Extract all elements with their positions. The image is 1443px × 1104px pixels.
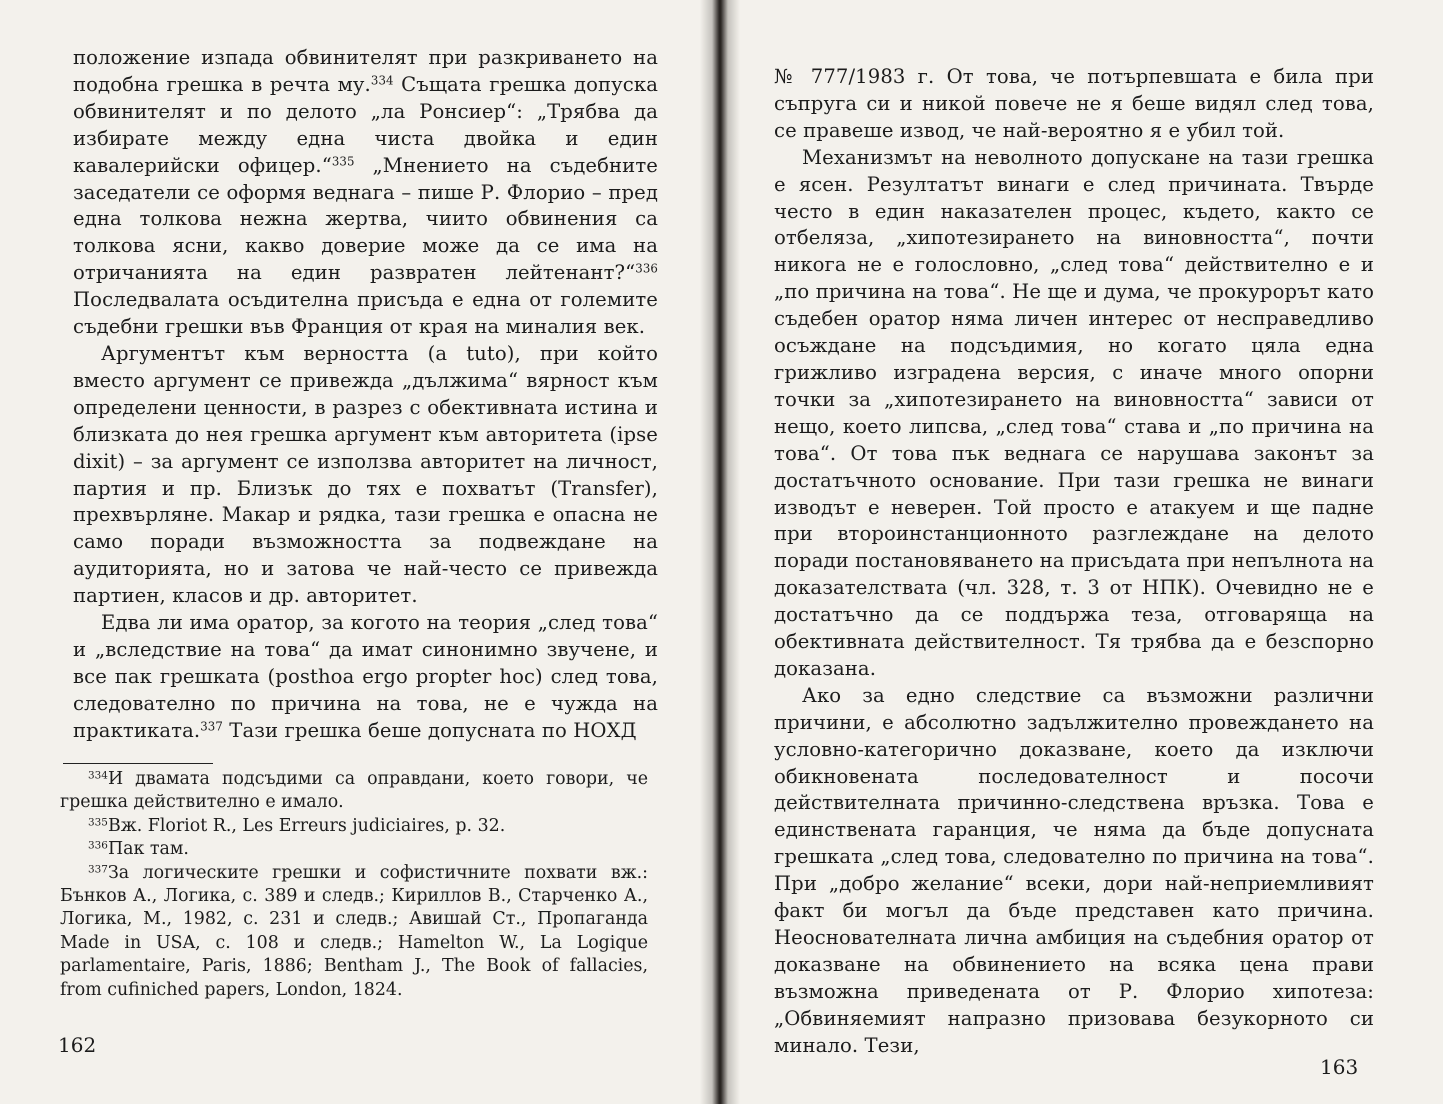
book-gutter: [700, 0, 740, 1104]
footnote: [60, 838, 648, 861]
text-segment: Последвалата осъдителна присъда е една от големите съдебни грешки във Франция от края на миналия век.: [73, 288, 658, 339]
text-segment: „Мнението на съдебните заседатели се оформя веднага – пише Р. Флорио – пред една толкова нежна жертва, чиито обвинения са толкова ясни, какво доверие може да се има на отричанията на един развратен лейтенант?“: [73, 153, 658, 285]
footnote: [60, 815, 648, 838]
text-segment: положение изпада обвинителят при разкриването на подобна грешка в речта му.: [73, 46, 658, 96]
right-page-body: [774, 64, 1374, 1060]
paragraph: [73, 45, 658, 341]
paragraph: [73, 341, 658, 610]
paragraph: [774, 145, 1374, 683]
text-segment: Тази грешка беше допусната по НОХД: [222, 718, 637, 742]
footnote-text: Пак там.: [107, 839, 189, 860]
text-segment: Аргументът към верността (a tuto), при който вместо аргумент се привежда „дължима“ вярност към определени ценности, в разрез с обективната истина и близката до нея грешка аргумент към авторитета (ipse dixit) – за аргумент се използва авторитет на личност, партия и пр. Близък до тях е похватът (Transfer), прехвърляне. Макар и рядка, тази грешка е опасна не само поради възможността за подвеждане на аудиторията, но и затова че най-често се привежда партиен, класов и др. авторитет.: [73, 341, 658, 608]
footnote-ref: 335: [331, 154, 355, 169]
paragraph: [774, 683, 1374, 1060]
left-page: [0, 0, 716, 1104]
footnote-number: 337: [88, 862, 108, 875]
paragraph: [73, 610, 658, 745]
paragraph: [774, 64, 1374, 145]
footnote-text: И двамата подсъдими са оправдани, което говори, че грешка действително е имало.: [60, 769, 648, 813]
text-segment: № 777/1983 г. От това, че потърпевшата е била при съпруга си и никой повече не я беше видял след това, се правеше извод, че най-вероятно я е убил той.: [774, 65, 1374, 142]
footnote-divider: [63, 763, 213, 764]
footnote-number: 335: [88, 816, 108, 829]
footnote-text: Вж. Floriot R., Les Erreurs judiciaires, p. 32.: [107, 815, 506, 836]
text-segment: Едва ли има оратор, за когото на теория „след това“ и „вследствие на това“ да имат синонимно звучене, и все пак грешката (posthoa ergo propter hoc) след това, следователно по причина на това, не е чужда на практиката.: [73, 611, 658, 742]
footnote-number: 336: [88, 839, 108, 852]
footnote-ref: 334: [370, 73, 394, 88]
page-number: 162: [58, 1033, 97, 1057]
footnote: [60, 768, 648, 815]
footnote-number: 334: [88, 769, 108, 782]
text-segment: Ако за едно следствие са възможни различни причини, е абсолютно задължително провеждането на условно-категорично доказване, което да изключи обикновената последователност и посочи действителната причинно-следствена връзка. Това е единствената гаранция, че няма да бъде допусната грешката „след това, следователно по причина на това“. При „добро желание“ всеки, дори най-неприемливият факт би могъл да бъде представен като причина. Неоснователната лична амбиция на съдебния оратор от доказване на обвинението на всяка цена прави възможна приведената от Р. Флорио хипотеза: „Обвиняемият напразно призовава безукорното си минало. Тези,: [774, 683, 1374, 1057]
text-segment: Същата грешка допуска обвинителят и по делото „ла Ронсиер“: „Трябва да избирате между една чиста двойка и един кавалерийски офицер.“: [73, 72, 658, 177]
footnote-text: За логическите грешки и софистичните похвати вж.: Бънков А., Логика, с. 389 и следв.; Кириллов В., Старченко А., Логика, М., 1982, с. 231 и следв.; Авишай Ст., Пропаганда Made in USA, с. 108 и следв.; Hamelton W., La Logique parlamentaire, Paris, 1886; Bentham J., The Book of fallacies, from cufiniched papers, London, 1824.: [60, 862, 648, 1000]
footnote-ref: 337: [200, 719, 223, 734]
page-number: 163: [1320, 1055, 1359, 1079]
right-page: [722, 0, 1443, 1104]
footnote-ref: 336: [635, 261, 658, 276]
footnotes: [60, 768, 648, 1002]
footnote: [60, 862, 648, 1002]
text-segment: Механизмът на неволното допускане на тази грешка е ясен. Резултатът винаги е след причината. Твърде често в един наказателен процес, където, както се отбеляза, „хипотезирането на виновността“, почти никога не е голословно, „след това“ действително е и „по причина на това“. Не ще и дума, че прокурорът като съдебен оратор няма личен интерес от несправедливо осъждане на подсъдимия, но когато цяла една грижливо изградена версия, с иначе много опорни точки за „хипотезирането на виновността“ зависи от нещо, което липсва, „след това“ става и „по причина на това“. От това пък веднага се нарушава законът за достатъчното основание. При тази грешка не винаги изводът е неверен. Той просто е атакуем и ще падне при второинстанционното разглеждане на делото поради постановяването на присъдата при непълнота на доказателствата (чл. 328, т. 3 от НПК). Очевидно не е достатъчно да се поддържа теза, отговаряща на обективната действителност. Тя трябва да е безспорно доказана.: [774, 145, 1374, 680]
left-page-body: [73, 45, 658, 745]
